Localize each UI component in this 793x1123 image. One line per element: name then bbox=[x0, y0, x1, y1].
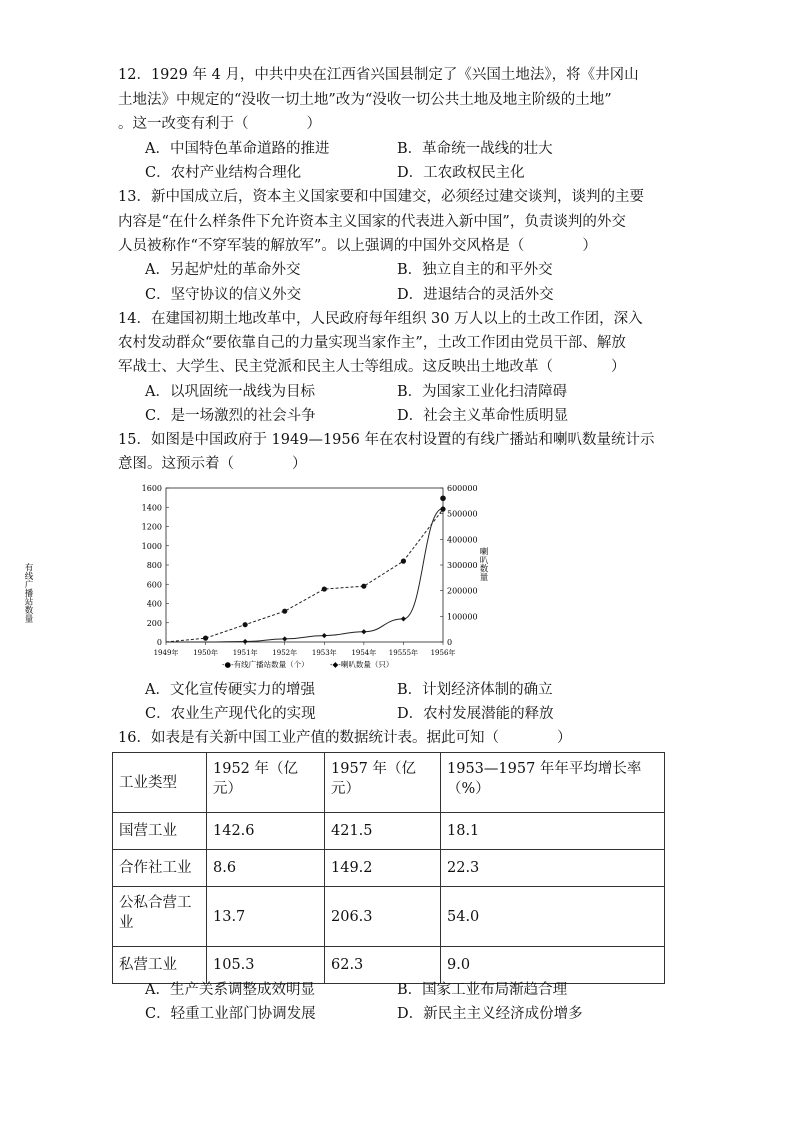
table-cell: 105.3 bbox=[207, 947, 325, 984]
right-tick-label: 500000 bbox=[447, 509, 478, 519]
table-header-row bbox=[113, 753, 665, 813]
point-broadcast-stations bbox=[203, 636, 208, 641]
q12-stem-line-2: 土地法》中规定的“没收一切土地”改为“没收一切公共土地及地主阶级的土地” bbox=[118, 92, 612, 108]
table-cell: 421.5 bbox=[325, 813, 441, 850]
left-tick-label: 400 bbox=[146, 599, 162, 609]
q12-stem-line-1: 12．1929 年 4 月，中共中央在江西省兴国县制定了《兴国土地法》，将《井冈山 bbox=[118, 67, 639, 83]
q13-stem-line-3: 人员被称作“不穿军装的解放军”。以上强调的中国外交风格是（ ） bbox=[118, 238, 597, 254]
table-cell: 合作社工业 bbox=[113, 850, 207, 887]
x-tick-label: 1954年 bbox=[351, 649, 377, 657]
broadcast-chart bbox=[23, 482, 488, 670]
q14-option-b[interactable]: B．为国家工业化扫清障碍 bbox=[397, 384, 568, 400]
table-cell: 18.1 bbox=[441, 813, 665, 850]
left-tick-label: 0 bbox=[156, 638, 162, 647]
q12-stem-line-3: 。这一改变有利于（ ） bbox=[118, 116, 321, 132]
table-cell: 国营工业 bbox=[113, 813, 207, 850]
left-tick-label: 800 bbox=[146, 561, 162, 570]
left-tick-label: 1600 bbox=[141, 484, 162, 493]
q15-option-c[interactable]: C．农业生产现代化的实现 bbox=[145, 706, 316, 722]
q16-option-a[interactable]: A．生产关系调整成效明显 bbox=[145, 982, 315, 998]
table-cell: 公私合营工业 bbox=[113, 887, 207, 947]
table-cell: 62.3 bbox=[325, 947, 441, 984]
point-broadcast-stations bbox=[282, 609, 287, 614]
left-tick-label: 200 bbox=[146, 618, 162, 628]
table-cell: 8.6 bbox=[207, 850, 325, 887]
series-line-speakers bbox=[166, 509, 443, 642]
point-broadcast-stations bbox=[401, 559, 406, 564]
table-row bbox=[113, 850, 665, 887]
table-header-cell: 1952 年（亿元） bbox=[207, 753, 325, 813]
table-row bbox=[113, 947, 665, 984]
series-line-broadcast-stations bbox=[166, 509, 443, 642]
q13-stem-line-1: 13．新中国成立后，资本主义国家要和中国建交，必须经过建交谈判，谈判的主要 bbox=[118, 189, 644, 205]
q13-stem-line-2: 内容是“在什么样条件下允许资本主义国家的代表进入新中国”，负责谈判的外交 bbox=[118, 214, 626, 230]
table-cell: 9.0 bbox=[441, 947, 665, 984]
point-speakers bbox=[282, 636, 287, 641]
table-header-cell: 1957 年（亿元） bbox=[325, 753, 441, 813]
table-row bbox=[113, 813, 665, 850]
point-speakers bbox=[243, 639, 248, 644]
q14-stem-line-1: 14．在建国初期土地改革中，人民政府每年组织 30 万人以上的土改工作团，深入 bbox=[118, 311, 643, 327]
q13-option-d[interactable]: D．进退结合的灵活外交 bbox=[397, 287, 554, 303]
q16-option-c[interactable]: C．轻重工业部门协调发展 bbox=[145, 1006, 316, 1022]
left-tick-label: 1200 bbox=[141, 522, 162, 532]
point-broadcast-stations bbox=[322, 586, 327, 591]
right-tick-label: 400000 bbox=[447, 535, 478, 545]
table-cell: 149.2 bbox=[325, 850, 441, 887]
x-tick-label: 1949年 bbox=[153, 649, 179, 657]
table-cell: 私营工业 bbox=[113, 947, 207, 984]
chart-legend-1: -●-有线广播站数量（个） bbox=[222, 660, 309, 669]
q16-stem: 16．如表是有关新中国工业产值的数据统计表。据此可知（ ） bbox=[118, 730, 572, 746]
q13-option-c[interactable]: C．坚守协议的信义外交 bbox=[145, 287, 302, 303]
right-tick-label: 300000 bbox=[447, 561, 478, 570]
q14-stem-line-2: 农村发动群众“要依靠自己的力量实现当家作主”，土改工作团由党员干部、解放 bbox=[118, 335, 626, 351]
q15-option-d[interactable]: D．农村发展潜能的释放 bbox=[397, 706, 554, 722]
x-tick-label: 1951年 bbox=[232, 649, 258, 657]
right-tick-label: 600000 bbox=[447, 484, 478, 493]
table-cell: 206.3 bbox=[325, 887, 441, 947]
left-tick-label: 600 bbox=[146, 580, 162, 590]
q15-stem-line-1: 15．如图是中国政府于 1949—1956 年在农村设置的有线广播站和喇叭数量统计示 bbox=[118, 432, 655, 448]
table-cell: 22.3 bbox=[441, 850, 665, 887]
left-tick-label: 1000 bbox=[141, 541, 162, 551]
x-tick-label: 1956年 bbox=[430, 649, 456, 657]
chart-right-axis-label: 喇叭数量 bbox=[478, 547, 488, 581]
point-speakers-peak bbox=[440, 495, 446, 501]
table-cell: 13.7 bbox=[207, 887, 325, 947]
table-row bbox=[113, 887, 665, 947]
table-header-cell: 1953—1957 年年平均增长率（%） bbox=[441, 753, 665, 813]
q12-option-d[interactable]: D．工农政权民主化 bbox=[397, 165, 525, 181]
chart-legend-2: -◆-喇叭数量（只） bbox=[330, 660, 394, 669]
right-tick-label: 100000 bbox=[447, 612, 478, 622]
q12-option-a[interactable]: A．中国特色革命道路的推进 bbox=[145, 141, 330, 157]
x-tick-label: 19555年 bbox=[388, 649, 419, 657]
x-tick-label: 1953年 bbox=[311, 649, 337, 657]
q12-option-c[interactable]: C．农村产业结构合理化 bbox=[145, 165, 302, 181]
q14-option-d[interactable]: D．社会主义革命性质明显 bbox=[397, 408, 569, 424]
table-cell: 142.6 bbox=[207, 813, 325, 850]
point-speakers bbox=[361, 629, 366, 634]
x-tick-label: 1952年 bbox=[272, 649, 298, 657]
table-header-cell: 工业类型 bbox=[113, 753, 207, 813]
q13-option-a[interactable]: A．另起炉灶的革命外交 bbox=[145, 262, 301, 278]
table-cell: 54.0 bbox=[441, 887, 665, 947]
chart-left-axis-label: 有线广播站数量 bbox=[23, 563, 33, 623]
q15-option-a[interactable]: A．文化宣传硬实力的增强 bbox=[145, 682, 315, 698]
point-broadcast-stations bbox=[361, 584, 366, 589]
q14-option-a[interactable]: A．以巩固统一战线为目标 bbox=[145, 384, 315, 400]
q15-stem-line-2: 意图。这预示着（ ） bbox=[118, 456, 307, 472]
industry-output-table bbox=[112, 752, 665, 984]
q14-option-c[interactable]: C．是一场激烈的社会斗争 bbox=[145, 408, 316, 424]
q12-option-b[interactable]: B．革命统一战线的壮大 bbox=[397, 141, 553, 157]
q13-option-b[interactable]: B．独立自主的和平外交 bbox=[397, 262, 553, 278]
point-speakers bbox=[401, 616, 406, 621]
x-tick-label: 1950年 bbox=[193, 649, 218, 657]
left-tick-label: 1400 bbox=[141, 503, 162, 513]
point-speakers bbox=[322, 633, 327, 638]
q15-option-b[interactable]: B．计划经济体制的确立 bbox=[397, 682, 553, 698]
right-tick-label: 200000 bbox=[447, 586, 478, 596]
right-tick-label: 0 bbox=[447, 638, 453, 647]
q16-option-b[interactable]: B．国家工业布局渐趋合理 bbox=[397, 982, 568, 998]
point-broadcast-stations bbox=[243, 622, 248, 627]
q14-stem-line-3: 军战士、大学生、民主党派和民主人士等组成。这反映出土地改革（ ） bbox=[118, 359, 626, 375]
q16-option-d[interactable]: D．新民主主义经济成份增多 bbox=[397, 1006, 583, 1022]
